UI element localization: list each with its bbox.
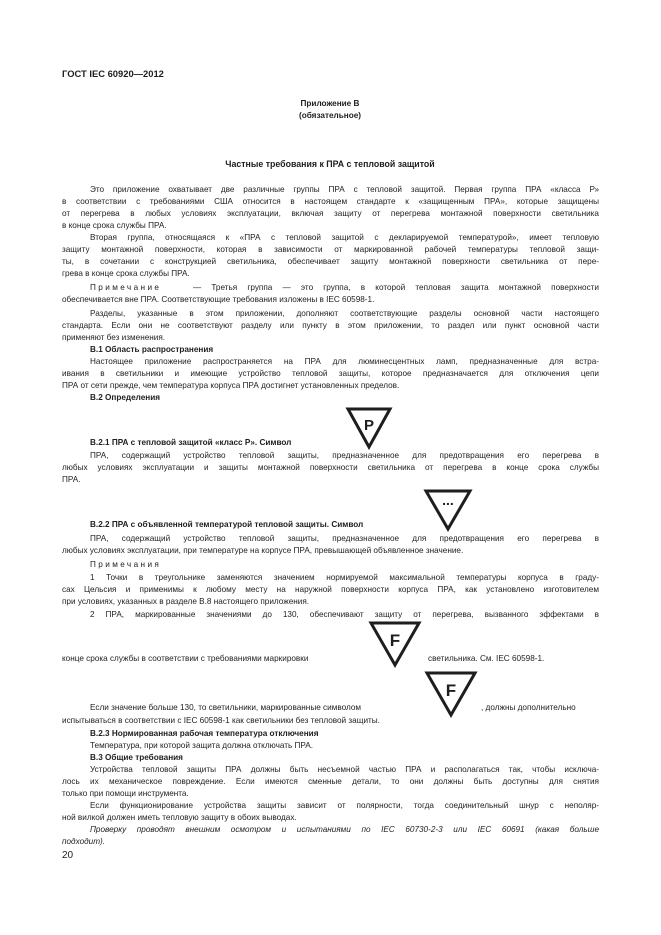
section-b21-line: ПРА. [62,475,81,484]
second-group-line: Вторая группа, относящаяся к «ПРА с тепловой защитой с декларируемой температурой», имеет тепловую [90,233,599,242]
check-line: подходит). [62,837,106,846]
f-triangle-icon [368,620,422,668]
section-b3-line: Устройства тепловой защиты ПРА должны быть несъемной частью ПРА и располагаться так, чтобы исключа- [90,765,599,774]
note-2-line: 2 ПРА, маркированные значениями до 130, обеспечивают защиту от перегрева, вызванного эффектами в [90,610,599,619]
notes-label: Примечания [90,560,162,569]
section-b22-line: любых условиях эксплуатации, при температуре на корпусе ПРА, превышающей объявленное значение. [62,546,464,555]
declared-temperature-dots: ... [442,492,454,508]
section-b23-title: В.2.3 Нормированная рабочая температура отключения [90,729,319,738]
document-code: ГОСТ IEC 60920—2012 [62,68,164,79]
intro-line: Это приложение охватывает две различные группы ПРА с тепловой защитой. Первая группа ПРА «класса Р» [90,185,599,194]
section-b21-line: ПРА, содержащий устройство тепловой защиты, предназначенное для предотвращения его перегрева в [90,451,599,460]
sections-line: стандарта. Если они не соответствуют разделу или пункту в этом приложении, то раздел или пункт основной части [62,321,599,330]
section-b1-line: ивания в светильники и имеющие устройство тепловой защиты, которое предназначается для отключения цепи [62,369,599,378]
note-1-line: сах Цельсия и применимы к любому месту на наружной поверхности корпуса ПРА, как установлено изготовителем [62,585,599,594]
page-number: 20 [62,850,74,861]
over-130-line: испытываться в соответствии с IEC 60598-1 как светильники без тепловой защиты. [62,716,380,725]
f-triangle-icon [424,670,478,718]
note-2-line: конце срока службы в соответствии с требованиями маркировки [62,654,309,663]
second-group-line: ты, в сочетании с конструкцией светильника, обеспечивает защиту монтажной поверхности светильника от пере- [62,257,599,266]
section-b3-line: лось их механическое повреждение. Если имеются сменные детали, то они должны быть доступны для снятия [62,777,599,786]
over-130-line: Если значение больше 130, то светильники, маркированные символом [90,703,362,712]
over-130-line: , должны дополнительно [481,703,576,712]
polarity-line: Если функционирование устройства защиты зависит от полярности, тогда соединительный шнур с неполяр- [90,801,599,810]
intro-line: от перегрева в любых условиях эксплуатации, включая защиту от перегрева монтажной поверхности светильника [62,209,599,218]
intro-line: в соответствии с требованиями США относится в настоящем стандарте к «защищенным ПРА», которые защищены [62,197,599,206]
section-b2-title: В.2 Определения [90,393,161,402]
note-line: обеспечивается вне ПРА. Соответствующие требования изложены в IEC 60598-1. [62,295,375,304]
f-letter: F [445,681,457,700]
section-b22-line: ПРА, содержащий устройство тепловой защиты, предназначенное для предотвращения его перегрева в [90,534,599,543]
sections-line: применяют без изменения. [62,333,166,342]
second-group-line: защиту монтажной поверхности, которая в зависимости от маркированной рабочей температуры тепловой защи- [62,245,599,254]
class-p-triangle-icon [345,406,393,450]
section-b21-title: В.2.1 ПРА с тепловой защитой «класс Р». Символ [90,438,292,447]
note-line: — Третья группа — это группа, в которой тепловая защита монтажной поверхности [193,283,599,292]
polarity-line: ной вилкой должен иметь тепловую защиту в обоих выводах. [62,813,297,822]
note-2-line: светильника. См. IEC 60598-1. [428,654,545,663]
f-letter: F [389,631,401,650]
note-label: Примечание [90,283,162,292]
note-1-line: 1 Точки в треугольнике заменяются значением нормируемой максимальной температуры корпуса в граду- [90,573,599,582]
section-b22-title: В.2.2 ПРА с объявленной температурой тепловой защиты. Символ [90,520,364,529]
section-b3-title: В.3 Общие требования [90,753,183,762]
section-b1-line: Настоящее приложение распространяется на ПРА для люминесцентных ламп, предназначенные для встра- [90,357,599,366]
annex-status: (обязательное) [299,111,361,120]
annex-heading: Частные требования к ПРА с тепловой защитой [225,159,435,169]
check-line: Проверку проводят внешним осмотром и испытаниями по IEC 60730-2-3 или IEC 60691 (какая больше [90,825,599,834]
second-group-line: грева в конце срока службы ПРА. [62,269,190,278]
annex-title: Приложение В [300,99,360,108]
section-b1-line: ПРА от сети прежде, чем температура корпуса ПРА достигнет установленных пределов. [62,381,400,390]
section-b3-line: только при помощи инструмента. [62,789,189,798]
declared-temperature-triangle-icon [423,488,473,532]
intro-line: в конце срока службы ПРА. [62,221,167,230]
sections-line: Разделы, указанные в этом приложении, дополняют соответствующие разделы основной части настоящего [90,309,599,318]
section-b21-line: любых условиях эксплуатации и защиты монтажной поверхности светильника от перегрева в конце срока службы [62,463,599,472]
section-b1-title: В.1 Область распространения [90,345,214,354]
class-p-letter: P [363,417,375,434]
note-1-line: при условиях, указанных в разделе В.8 настоящего приложения. [62,597,310,606]
section-b23-line: Температура, при которой защита должна отключать ПРА. [90,741,314,750]
